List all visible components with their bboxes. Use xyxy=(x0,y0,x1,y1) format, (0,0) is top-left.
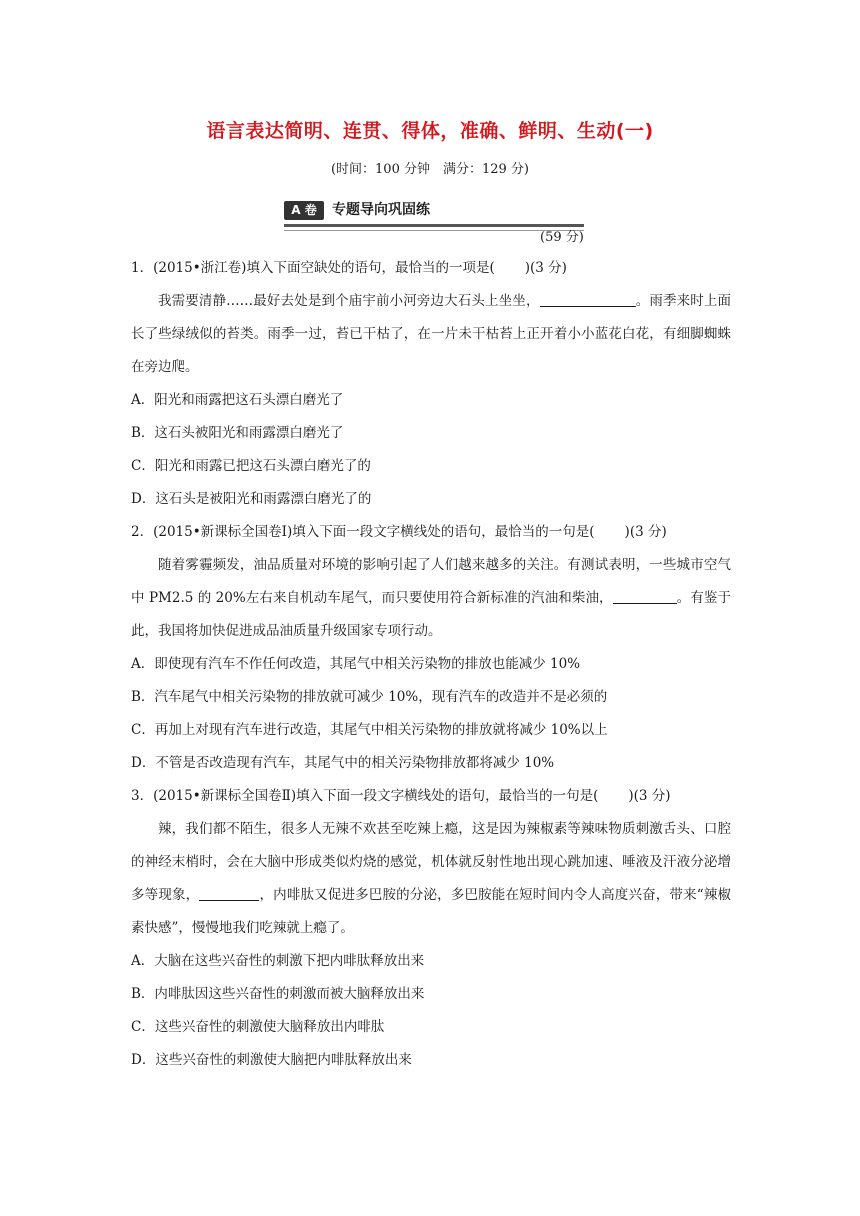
option-b[interactable]: B．内啡肽因这些兴奋性的刺激而被大脑释放出来 xyxy=(131,986,425,1002)
question-stem: 2．(2015•新课标全国卷Ⅰ)填入下面一段文字横线处的语句，最恰当的一句是( )(3 分) xyxy=(131,524,667,540)
question-passage: 我需要清静……最好去处是到个庙宇前小河旁边大石头上坐坐， 。雨季来时上面长了些绿绒似的苔类。雨季一过，苔已干枯了，在一片未干枯苔上正开着小小蓝花白花，有细脚蜘蛛在旁边爬。 xyxy=(131,293,732,375)
option-d[interactable]: D．这石头是被阳光和雨露漂白磨光了的 xyxy=(131,491,372,507)
section-header xyxy=(284,200,594,222)
answer-blank[interactable] xyxy=(613,590,677,605)
section-divider xyxy=(284,224,584,227)
section-divider-thin xyxy=(284,230,584,231)
answer-blank[interactable] xyxy=(540,293,636,308)
option-a[interactable]: A．阳光和雨露把这石头漂白磨光了 xyxy=(131,392,344,408)
option-c[interactable]: C．阳光和雨露已把这石头漂白磨光了的 xyxy=(131,458,371,474)
option-d[interactable]: D．这些兴奋性的刺激使大脑把内啡肽释放出来 xyxy=(131,1052,412,1068)
question-stem: 1．(2015•浙江卷)填入下面空缺处的语句，最恰当的一项是( )(3 分) xyxy=(131,260,567,276)
option-b[interactable]: B．汽车尾气中相关污染物的排放就可减少 10%，现有汽车的改造并不是必须的 xyxy=(131,689,608,705)
question-3 xyxy=(131,780,731,1077)
question-list xyxy=(131,252,731,1077)
exam-time-info: (时间：100 分钟 满分：129 分) xyxy=(330,162,530,177)
section-title: 专题导向巩固练 xyxy=(332,202,430,218)
option-a[interactable]: A．即使现有汽车不作任何改造，其尾气中相关污染物的排放也能减少 10% xyxy=(131,656,581,672)
option-c[interactable]: C．再加上对现有汽车进行改造，其尾气中相关污染物的排放就将减少 10%以上 xyxy=(131,722,608,738)
question-stem: 3．(2015•新课标全国卷Ⅱ)填入下面一段文字横线处的语句，最恰当的一句是( )(3 分) xyxy=(131,788,671,804)
section-badge: A 卷 xyxy=(284,201,324,220)
section-points: (59 分) xyxy=(540,230,584,245)
option-b[interactable]: B．这石头被阳光和雨露漂白磨光了 xyxy=(131,425,344,441)
option-d[interactable]: D．不管是否改造现有汽车，其尾气中的相关污染物排放都将减少 10% xyxy=(131,755,555,771)
option-c[interactable]: C．这些兴奋性的刺激使大脑释放出内啡肽 xyxy=(131,1019,385,1035)
question-2 xyxy=(131,516,731,780)
option-a[interactable]: A．大脑在这些兴奋性的刺激下把内啡肽释放出来 xyxy=(131,953,425,969)
page-title: 语言表达简明、连贯、得体，准确、鲜明、生动(一) xyxy=(206,120,654,142)
question-1 xyxy=(131,252,731,516)
question-passage: 随着雾霾频发，油品质量对环境的影响引起了人们越来越多的关注。有测试表明，一些城市空气中 PM2.5 的 20%左右来自机动车尾气，而只要使用符合新标准的汽油和柴油， 。有鉴于此，我国将加快促进成品油质量升级国家专项行动。 xyxy=(131,557,731,639)
answer-blank[interactable] xyxy=(199,887,259,902)
question-passage: 辣，我们都不陌生，很多人无辣不欢甚至吃辣上瘾，这是因为辣椒素等辣味物质刺激舌头、口腔的神经末梢时，会在大脑中形成类似灼烧的感觉，机体就反射性地出现心跳加速、唾液及汗液分泌增多等现象， ，内啡肽又促进多巴胺的分泌，多巴胺能在短时间内令人高度兴奋，带来“辣椒素快感”，慢慢地我们吃辣就上瘾了。 xyxy=(131,821,731,936)
